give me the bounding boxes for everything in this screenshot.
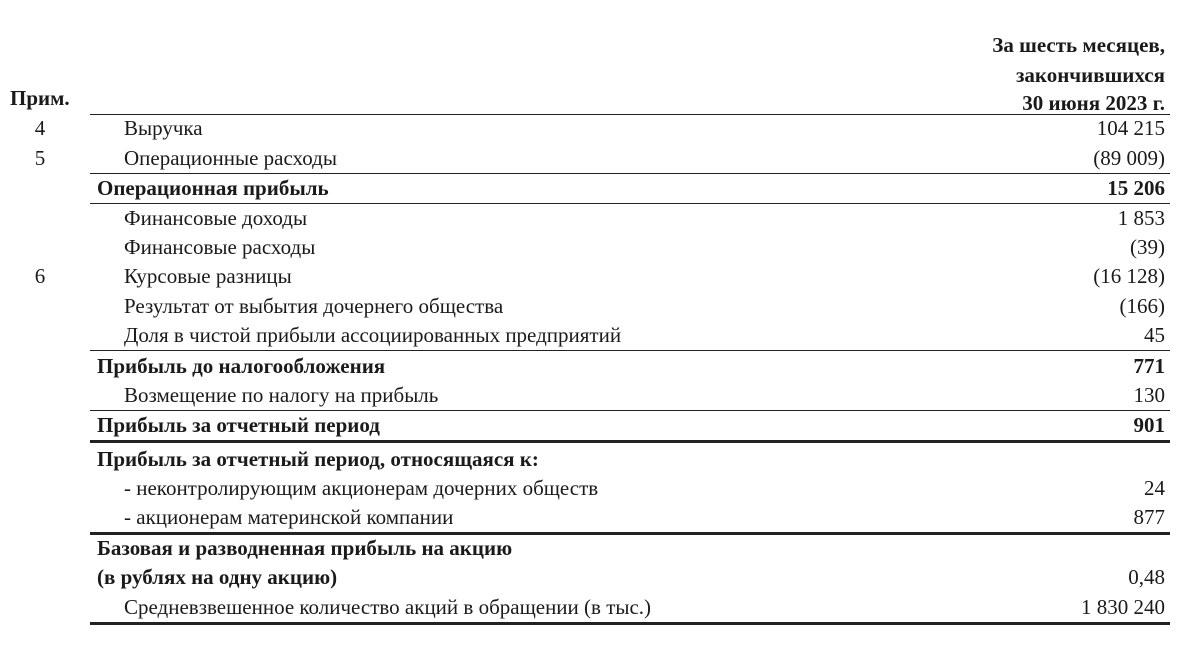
row-value: 130: [1133, 383, 1165, 407]
table-row-fx-differences: [0, 262, 1200, 290]
table-row-parent-shareholders: [0, 503, 1200, 531]
row-value: 104 215: [1096, 116, 1165, 140]
row-label: Результат от выбытия дочернего общества: [124, 294, 504, 318]
row-value: 24: [1144, 476, 1165, 500]
table-row-attributable-heading: [0, 445, 1200, 473]
row-value: 0,48: [1128, 565, 1165, 589]
row-value: 15 206: [1107, 176, 1165, 200]
row-label: Курсовые разницы: [124, 264, 292, 288]
row-label: Прибыль до налогообложения: [97, 354, 386, 378]
note-number: 5: [34, 146, 46, 170]
table-row-revenue: [0, 114, 1200, 142]
row-label: Доля в чистой прибыли ассоциированных предприятий: [124, 323, 622, 347]
note-number: 4: [34, 116, 46, 140]
row-value: 1 830 240: [1081, 595, 1165, 619]
row-label: (в рублях на одну акцию): [97, 565, 338, 589]
row-label: Базовая и разводненная прибыль на акцию: [97, 536, 513, 560]
note-number: 6: [34, 264, 46, 288]
table-row-weighted-shares: [0, 593, 1200, 621]
table-row-profit-before-tax: [0, 352, 1200, 380]
row-label: Выручка: [124, 116, 203, 140]
table-row-associates-share: [0, 321, 1200, 349]
row-label: Прибыль за отчетный период, относящаяся к:: [97, 447, 539, 471]
rule-profit-before-tax: [90, 350, 1170, 351]
row-value: 1 853: [1117, 206, 1165, 230]
table-row-operating-profit: [0, 174, 1200, 202]
row-value: (166): [1119, 294, 1165, 318]
row-label: Прибыль за отчетный период: [97, 413, 380, 437]
row-value: 771: [1133, 354, 1165, 378]
row-label: Операционная прибыль: [97, 176, 329, 200]
row-label: Возмещение по налогу на прибыль: [124, 383, 439, 407]
row-value: (39): [1130, 235, 1165, 259]
table-row-subsidiary-disposal: [0, 292, 1200, 320]
row-label: - акционерам материнской компании: [124, 505, 454, 529]
note-column-header: Прим.: [10, 86, 70, 110]
rule-after-profit-for-period: [90, 440, 1170, 443]
rule-table-bottom: [90, 622, 1170, 625]
table-row-operating-expenses: [0, 144, 1200, 172]
row-value: 901: [1133, 413, 1165, 437]
table-row-finance-expenses: [0, 233, 1200, 261]
row-label: - неконтролирующим акционерам дочерних обществ: [124, 476, 599, 500]
table-row-income-tax-benefit: [0, 381, 1200, 409]
table-row-finance-income: [0, 204, 1200, 232]
row-label: Финансовые доходы: [124, 206, 308, 230]
row-value: 877: [1133, 505, 1165, 529]
row-label: Средневзвешенное количество акций в обращении (в тыс.): [124, 595, 652, 619]
table-row-eps-heading: [0, 534, 1200, 562]
column-header-line-1: За шесть месяцев,: [992, 33, 1165, 57]
row-value: (16 128): [1093, 264, 1165, 288]
row-label: Операционные расходы: [124, 146, 337, 170]
column-header-line-2: закончившихся: [1015, 63, 1165, 87]
column-header-line-3: 30 июня 2023 г.: [1022, 91, 1165, 115]
table-row-eps-value: [0, 563, 1200, 591]
row-label: Финансовые расходы: [124, 235, 316, 259]
row-value: 45: [1144, 323, 1165, 347]
table-row-non-controlling: [0, 474, 1200, 502]
row-value: (89 009): [1093, 146, 1165, 170]
table-row-profit-for-period: [0, 411, 1200, 439]
